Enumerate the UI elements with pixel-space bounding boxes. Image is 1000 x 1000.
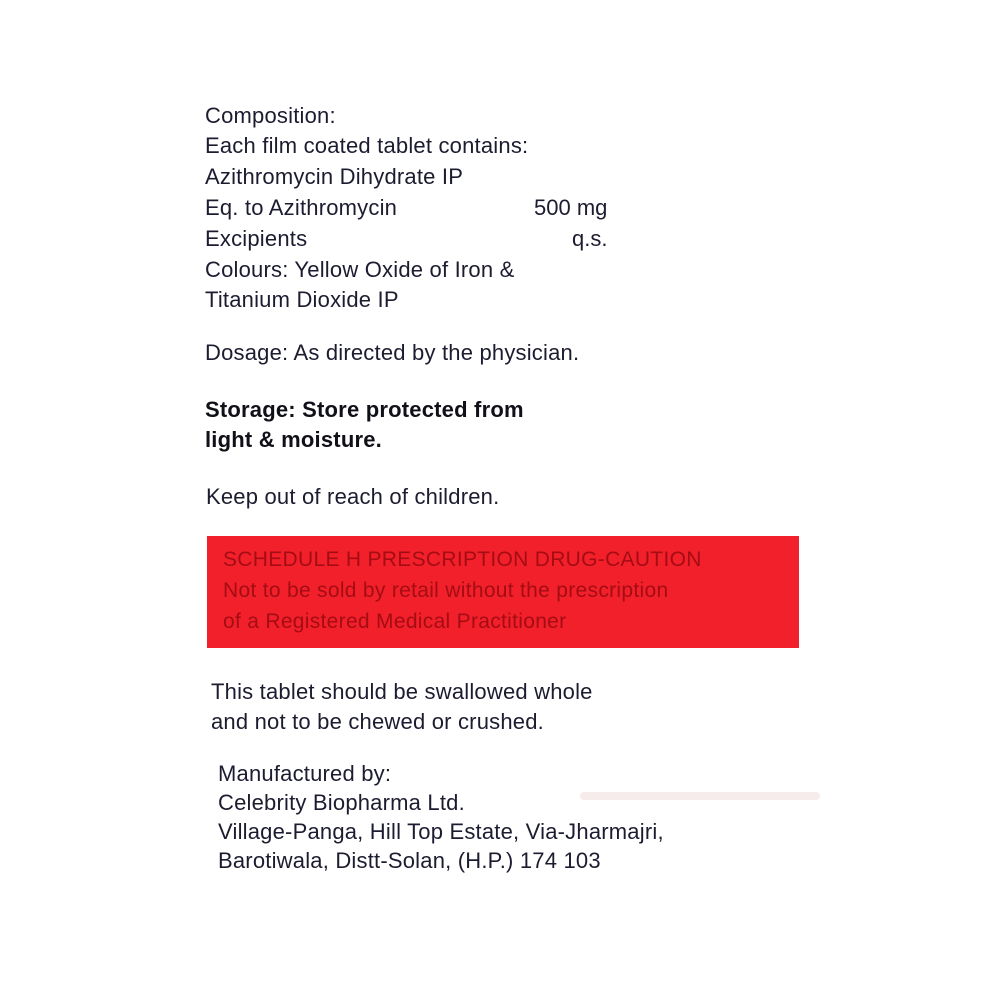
keep-out-warning: Keep out of reach of children. [206,484,500,509]
storage-line-2: light & moisture. [205,427,382,452]
manufacturer-name: Celebrity Biopharma Ltd. [218,790,465,815]
colours-line-2: Titanium Dioxide IP [205,287,399,312]
composition-intro: Each film coated tablet contains: [205,133,529,158]
caution-line-1: SCHEDULE H PRESCRIPTION DRUG-CAUTION [223,548,702,571]
equivalent-value: 500 mg [534,195,608,220]
active-ingredient: Azithromycin Dihydrate IP [205,164,464,189]
manufacturer-heading: Manufactured by: [218,761,392,786]
storage-line-1: Storage: Store protected from [205,397,524,422]
composition-heading: Composition: [205,103,336,128]
equivalent-label: Eq. to Azithromycin [205,195,398,220]
excipients-value: q.s. [572,226,608,251]
schedule-h-caution-box [207,536,799,648]
manufacturer-address-2: Barotiwala, Distt-Solan, (H.P.) 174 103 [218,848,601,873]
manufacturer-address-1: Village-Panga, Hill Top Estate, Via-Jharmajri, [218,819,664,844]
excipients-label: Excipients [205,226,308,251]
caution-line-3: of a Registered Medical Practitioner [223,610,567,633]
dosage-text: Dosage: As directed by the physician. [205,340,580,365]
print-smudge [580,792,820,800]
swallow-line-2: and not to be chewed or crushed. [211,709,544,734]
swallow-line-1: This tablet should be swallowed whole [211,679,593,704]
colours-line-1: Colours: Yellow Oxide of Iron & [205,257,515,282]
caution-line-2: Not to be sold by retail without the prescription [223,579,669,602]
